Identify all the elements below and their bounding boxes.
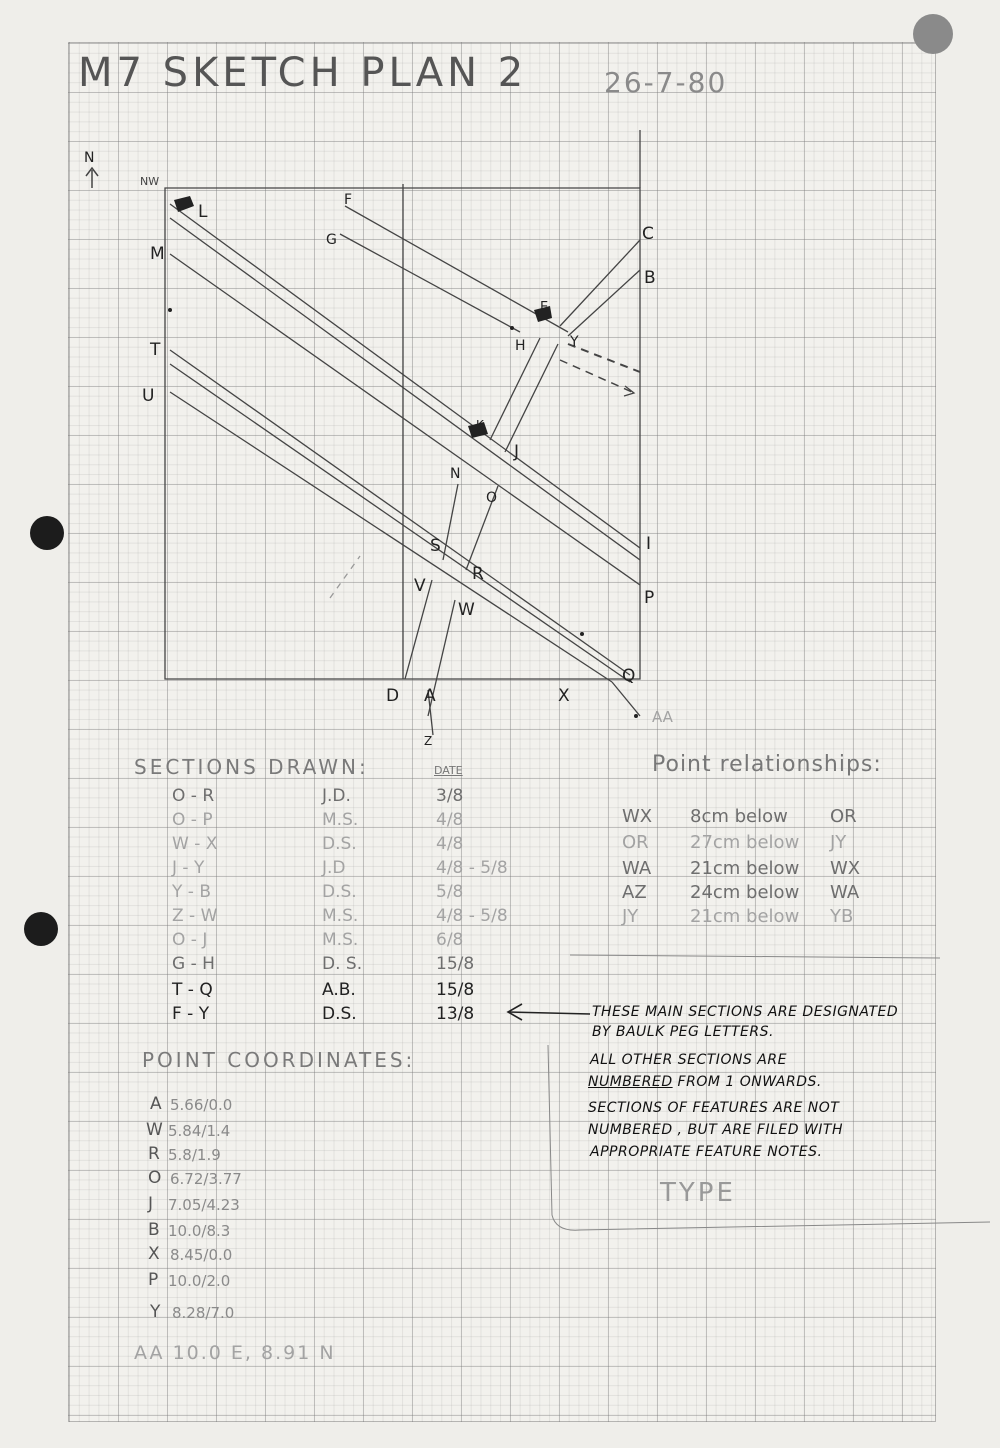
coord-point: R [148,1144,160,1164]
north-label: N [84,150,95,166]
coord-value: 6.72/3.77 [170,1170,242,1188]
section-q-aa [612,682,640,716]
recorder-cell: M.S. [322,810,359,830]
recorder-cell: J.D. [322,786,351,806]
dot-mark-1 [168,308,172,312]
sections-heading: SECTIONS DRAWN: [134,755,369,779]
section-l-i [170,204,640,548]
point-label-s: S [430,536,441,556]
recorder-cell: J.D [322,858,346,878]
point-label-n: N [450,466,461,482]
coordinates-heading: POINT COORDINATES: [142,1048,416,1072]
recorder-cell: M.S. [322,930,359,950]
point-label-u: U [142,386,155,406]
recorder-cell: D. S. [322,954,363,974]
section-cell: O - P [172,810,213,830]
note-box-top [570,955,940,958]
point-label-j: J [514,442,520,462]
date-cell: 13/8 [436,1004,475,1024]
point-label-z: Z [424,734,433,748]
section-cell: J - Y [172,858,205,878]
rel-point-b: WA [830,882,860,903]
date-cell: 15/8 [436,980,475,1000]
point-label-a: A [424,686,436,706]
coord-point: A [150,1094,162,1114]
coord-point: P [148,1270,159,1290]
relationships-heading: Point relationships: [652,752,882,777]
coord-value: 5.84/1.4 [168,1122,231,1140]
recorder-cell: D.S. [322,882,357,902]
note-line-5: SECTIONS OF FEATURES ARE NOT [588,1100,840,1116]
coord-point: B [148,1220,160,1240]
section-m-p [170,254,640,585]
date-cell: 4/8 - 5/8 [436,906,508,926]
section-u-x [170,392,612,682]
section-cell: O - R [172,786,215,806]
sheet-title: M7 SKETCH PLAN 2 [78,50,528,96]
coord-extra-aa: AA 10.0 E, 8.91 N [134,1342,336,1364]
recorder-cell: M.S. [322,906,359,926]
rel-point-a: OR [622,832,649,853]
faint-dashed-line [330,556,360,598]
section-cell: Z - W [172,906,218,926]
note-line-3: ALL OTHER SECTIONS ARE [590,1052,787,1068]
date-cell: 6/8 [436,930,464,950]
coord-value: 5.66/0.0 [170,1096,233,1114]
point-label-x: X [558,686,570,706]
note-line-1: THESE MAIN SECTIONS ARE DESIGNATED [592,1004,899,1020]
coord-value: 5.8/1.9 [168,1146,221,1164]
section-cell: T - Q [172,980,213,1000]
note-line-7: APPROPRIATE FEATURE NOTES. [590,1144,823,1160]
rel-point-b: JY [830,832,847,853]
rel-point-b: YB [830,906,854,927]
section-g-h [340,234,520,332]
coord-value: 7.05/4.23 [168,1196,240,1214]
rel-offset: 24cm below [690,882,800,903]
recorder-cell: D.S. [322,1004,357,1024]
date-cell: 5/8 [436,882,464,902]
point-label-i: I [646,534,652,554]
point-label-t: T [150,340,161,360]
rel-offset: 8cm below [690,806,788,827]
section-cell: Y - B [172,882,211,902]
point-label-b: B [644,268,656,288]
point-label-l: L [198,202,208,222]
rel-offset: 21cm below [690,858,800,879]
point-label-q: Q [622,666,636,686]
point-label-f: F [344,192,353,208]
section-f-y [345,206,568,332]
note-arrow-shaft [508,1012,590,1014]
rel-offset: 27cm below [690,832,800,853]
note-line-4 [588,1074,822,1090]
dot-mark-aa [634,714,638,718]
note-line-4-rest: FROM 1 ONWARDS. [672,1074,822,1090]
date-cell: 4/8 [436,810,464,830]
point-label-g: G [326,232,337,248]
date-cell: 4/8 [436,834,464,854]
rel-point-a: AZ [622,882,647,903]
dot-mark-2 [510,326,514,330]
coord-point: W [146,1120,163,1140]
section-cell: G - H [172,954,215,974]
note-line-2: BY BAULK PEG LETTERS. [592,1024,774,1040]
coord-value: 10.0/2.0 [168,1272,231,1290]
recorder-cell: A.B. [322,980,356,1000]
coord-point: Y [150,1302,161,1322]
section-cell: W - X [172,834,218,854]
coord-value: 10.0/8.3 [168,1222,231,1240]
sections-date-header: DATE [434,764,463,777]
section-cell: F - Y [172,1004,210,1024]
coord-point: J [148,1194,154,1214]
coord-value: 8.28/7.0 [172,1304,235,1322]
section-t-q-2 [170,364,630,682]
point-label-e: E [540,300,549,315]
note-line-6: NUMBERED , BUT ARE FILED WITH [588,1122,844,1138]
section-y-j [505,344,558,452]
sheet-date: 26-7-80 [604,66,728,99]
point-label-d: D [386,686,400,706]
section-y-b [568,270,640,336]
coord-point: O [148,1168,162,1188]
point-label-h: H [515,338,526,354]
point-label-m: M [150,244,165,264]
corner-label-nw: NW [140,175,160,188]
section-y-c [560,240,640,326]
section-t-q [170,350,630,675]
coord-value: 8.45/0.0 [170,1246,233,1264]
rel-point-a: WA [622,858,652,879]
rel-point-a: JY [622,906,639,927]
point-label-aa: AA [652,708,673,726]
point-label-k: K [476,418,484,432]
note-numbered-underlined: NUMBERED [588,1074,673,1090]
rel-point-b: WX [830,858,861,879]
point-label-y: Y [570,334,579,350]
point-label-v: V [414,576,426,596]
date-cell: 4/8 - 5/8 [436,858,508,878]
note-type-mark: TYPE [660,1178,736,1208]
date-cell: 15/8 [436,954,475,974]
point-label-c: C [642,224,654,244]
rel-point-a: WX [622,806,653,827]
recorder-cell: D.S. [322,834,357,854]
rel-point-b: OR [830,806,857,827]
dot-mark-3 [580,632,584,636]
rel-offset: 21cm below [690,906,800,927]
point-label-o: O [486,490,498,506]
point-label-r: R [472,564,484,584]
date-cell: 3/8 [436,786,464,806]
point-label-w: W [458,600,475,620]
section-cell: O - J [172,930,208,950]
point-label-p: P [644,588,655,608]
coord-point: X [148,1244,160,1264]
